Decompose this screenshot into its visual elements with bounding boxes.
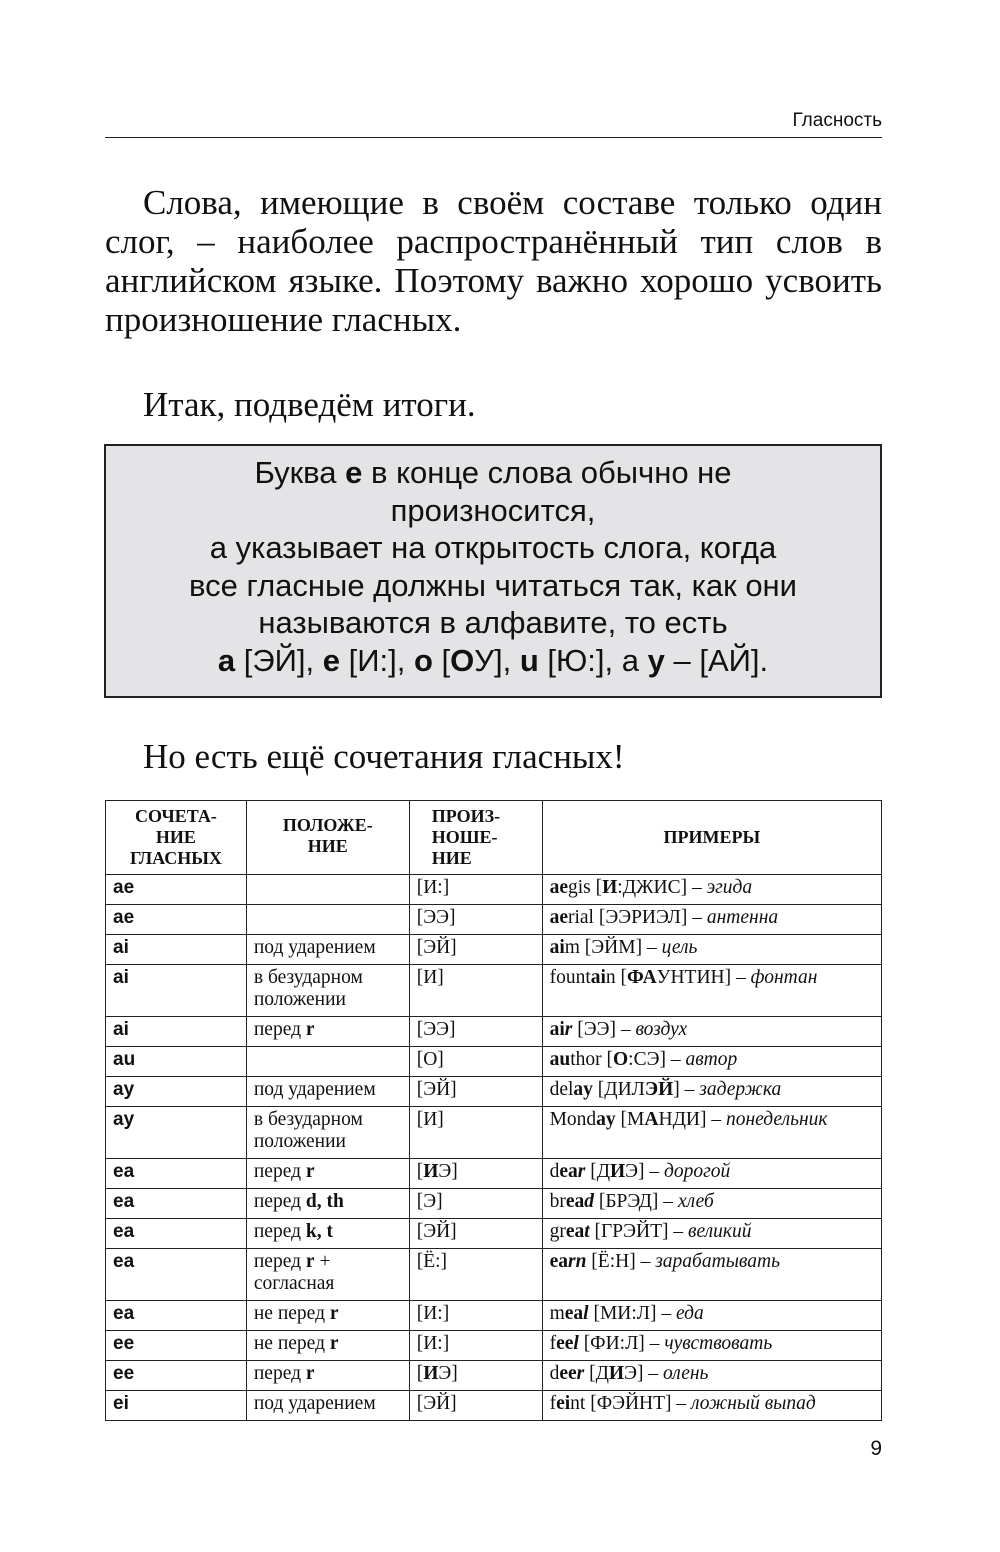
sound-o: У],: [474, 642, 520, 678]
example-transcription: [МИ:Л] –: [588, 1303, 677, 1324]
sound-u: [Ю:], а: [538, 642, 648, 678]
cell-example: [542, 1361, 881, 1391]
cell-position: [246, 1219, 409, 1249]
cell-combo: [106, 905, 247, 935]
cell-combo: [106, 1331, 247, 1361]
sound-o: [: [432, 642, 451, 678]
pronunciation-text: [ЭЙ]: [416, 937, 457, 958]
cell-example: [542, 965, 881, 1017]
table-row: [106, 1189, 882, 1219]
cell-example: [542, 1047, 881, 1077]
cell-combo: [106, 1391, 247, 1421]
cell-combo: [106, 1219, 247, 1249]
pronunciation-text: [ЭЭ]: [416, 1019, 456, 1040]
pronunciation-text: [: [416, 1363, 424, 1384]
cell-combo: [106, 1047, 247, 1077]
pronunciation-text: [ЭЙ]: [416, 1221, 457, 1242]
combo-text: ea: [113, 1303, 135, 1324]
cell-example: [542, 905, 881, 935]
sound-y: – [АЙ].: [664, 642, 769, 678]
cell-example: [542, 1189, 881, 1219]
example-transcription: УНТИН] –: [656, 967, 751, 988]
example-transcription: Э] –: [624, 1363, 663, 1384]
example-word-part: gr: [549, 1221, 566, 1242]
position-text: под ударением: [253, 1079, 376, 1100]
cell-combo: [106, 1107, 247, 1159]
example-transcription-stress: И: [602, 877, 618, 898]
cell-example: [542, 875, 881, 905]
header-line: НИЕ: [155, 827, 196, 847]
cell-position: [246, 1189, 409, 1219]
position-letter: r: [329, 1303, 339, 1324]
combo-text: ea: [113, 1221, 135, 1242]
pronunciation-text: [И]: [416, 967, 444, 988]
position-letter: r: [305, 1251, 315, 1272]
example-transcription: Э] –: [625, 1161, 665, 1182]
cell-example: [542, 1159, 881, 1189]
sound-a: [ЭЙ],: [235, 642, 323, 678]
position-letter: r: [305, 1161, 315, 1182]
example-word-part: rial: [567, 907, 594, 928]
cell-pronunciation: [409, 1017, 542, 1047]
cell-pronunciation: [409, 1331, 542, 1361]
cell-pronunciation: [409, 1159, 542, 1189]
pronunciation-text: [О]: [416, 1049, 444, 1070]
cell-position: [246, 1077, 409, 1107]
pronunciation-text: [Ё:]: [416, 1251, 448, 1272]
cell-position: [246, 965, 409, 1017]
cell-example: [542, 935, 881, 965]
pronunciation-text: [И]: [416, 1109, 444, 1130]
pronunciation-text: [Э]: [416, 1191, 443, 1212]
example-transcription: :СЭ] –: [628, 1049, 686, 1070]
cell-example: [542, 1391, 881, 1421]
example-transcription-stress: И: [608, 1363, 625, 1384]
sound-e: [И:],: [340, 642, 414, 678]
cell-position: [246, 1159, 409, 1189]
rule-line-2: произносится,: [390, 492, 596, 528]
cell-pronunciation: [409, 935, 542, 965]
position-text: + согласная: [253, 1251, 335, 1294]
combo-text: ae: [113, 877, 135, 898]
position-text: под ударением: [253, 937, 376, 958]
example-transcription: [ЭЭ] –: [572, 1019, 636, 1040]
cell-pronunciation: [409, 875, 542, 905]
table-row: [106, 935, 882, 965]
cell-example: [542, 1077, 881, 1107]
example-vowel-combo: ae: [549, 877, 568, 898]
cell-pronunciation: [409, 1107, 542, 1159]
example-translation: еда: [676, 1303, 704, 1324]
combo-text: ei: [113, 1393, 129, 1414]
pronunciation-text: Э]: [438, 1161, 458, 1182]
cell-example: [542, 1219, 881, 1249]
position-text: не перед: [253, 1333, 330, 1354]
vowel-combinations-table: [105, 800, 882, 1421]
example-consonant: d: [584, 1191, 594, 1212]
example-translation: антенна: [706, 907, 779, 928]
position-letter: d, th: [305, 1191, 344, 1212]
header-line: ПРОИЗ-: [431, 806, 501, 826]
letter-e: е: [322, 642, 341, 678]
example-word-part: m: [549, 1303, 565, 1324]
example-vowel-combo: ea: [565, 1191, 585, 1212]
header-combo: [106, 801, 247, 875]
position-text: перед: [253, 1221, 306, 1242]
combo-text: ea: [113, 1161, 135, 1182]
example-translation: фонтан: [750, 967, 818, 988]
rule-text: в конце слова обычно не: [362, 455, 732, 490]
example-word-part: fount: [549, 967, 591, 988]
pronunciation-text: [ЭЙ]: [416, 1079, 457, 1100]
position-letter: r: [329, 1333, 339, 1354]
header-line: ПОЛОЖЕ-: [282, 815, 373, 835]
example-translation: ложный выпад: [691, 1393, 816, 1414]
example-transcription: [: [601, 1049, 613, 1070]
cell-pronunciation: [409, 1077, 542, 1107]
page-number: 9: [870, 1437, 882, 1460]
table-row: [106, 1331, 882, 1361]
table-row: [106, 905, 882, 935]
cell-position: [246, 1107, 409, 1159]
letter-a: а: [217, 642, 236, 678]
example-transcription: [: [615, 967, 628, 988]
cell-pronunciation: [409, 1189, 542, 1219]
example-transcription: НДИ] –: [658, 1109, 726, 1130]
position-text: не перед: [253, 1303, 330, 1324]
rule-line-1: [106, 454, 880, 492]
combo-text: ee: [113, 1333, 135, 1354]
example-word-part: d: [549, 1161, 560, 1182]
header-line: НОШЕ-: [431, 827, 498, 847]
table-row: [106, 875, 882, 905]
combo-text: ai: [113, 1019, 129, 1040]
example-transcription-stress: И: [610, 1161, 626, 1182]
table-header-row: [106, 801, 882, 875]
position-letter: r: [305, 1363, 315, 1384]
cell-pronunciation: [409, 905, 542, 935]
example-vowel-combo: ai: [549, 937, 565, 958]
cell-combo: [106, 935, 247, 965]
example-translation: олень: [662, 1363, 709, 1384]
example-translation: задержка: [699, 1079, 782, 1100]
combo-text: ea: [113, 1191, 135, 1212]
example-word-part: del: [549, 1079, 574, 1100]
example-transcription: [: [590, 877, 603, 898]
cell-position: [246, 1361, 409, 1391]
position-text: под ударением: [253, 1393, 376, 1414]
example-consonant: rn: [567, 1251, 587, 1272]
example-word-part: f: [549, 1333, 557, 1354]
cell-pronunciation: [409, 1219, 542, 1249]
pronunciation-stress: И: [423, 1161, 439, 1182]
header-examples: ПРИМЕРЫ: [542, 801, 881, 875]
sound-o-stress: О: [450, 642, 475, 678]
example-vowel-combo: ea: [549, 1251, 568, 1272]
combo-text: ae: [113, 907, 135, 928]
combo-text: ay: [113, 1109, 135, 1130]
letter-o: о: [413, 642, 433, 678]
cell-position: [246, 1331, 409, 1361]
example-word-part: m: [564, 937, 580, 958]
example-transcription-stress: А: [644, 1109, 659, 1130]
pronunciation-text: [ЭЙ]: [416, 1393, 457, 1414]
example-translation: чувствовать: [664, 1333, 773, 1354]
example-vowel-combo: ay: [596, 1109, 616, 1130]
example-transcription: [ФЭЙНТ] –: [585, 1393, 692, 1414]
example-word-part: f: [549, 1393, 557, 1414]
letter-y: у: [647, 642, 665, 678]
example-word-part: gis: [567, 877, 591, 898]
cell-example: [542, 1249, 881, 1301]
cell-example: [542, 1301, 881, 1331]
header-position: [246, 801, 409, 875]
example-consonant: t: [584, 1221, 590, 1242]
pronunciation-text: [И:]: [416, 877, 450, 898]
pronunciation-text: [И:]: [416, 1333, 450, 1354]
example-word-part: Mond: [549, 1109, 597, 1130]
header-line: ГЛАСНЫХ: [129, 848, 222, 868]
letter-u: u: [519, 642, 539, 678]
header-line: НИЕ: [307, 836, 348, 856]
example-transcription: :ДЖИС] –: [617, 877, 707, 898]
example-vowel-combo: ai: [590, 967, 606, 988]
example-transcription: [ГРЭЙТ] –: [589, 1221, 689, 1242]
cell-combo: [106, 875, 247, 905]
position-text: перед: [253, 1019, 306, 1040]
pronunciation-text: [И:]: [416, 1303, 450, 1324]
example-transcription: [ЭЙМ] –: [579, 937, 662, 958]
example-vowel-combo: ea: [559, 1161, 578, 1182]
position-text: перед: [253, 1363, 306, 1384]
rule-box: [104, 444, 882, 698]
example-transcription: [Д: [584, 1363, 609, 1384]
header-rule: [105, 137, 882, 138]
rule-letter-e: е: [345, 455, 363, 490]
position-letter: r: [305, 1019, 315, 1040]
section-title: Гласность: [792, 110, 882, 131]
example-transcription: [БРЭД] –: [593, 1191, 678, 1212]
table-row: [106, 1107, 882, 1159]
table-row: [106, 1301, 882, 1331]
example-translation: зарабатывать: [655, 1251, 780, 1272]
cell-pronunciation: [409, 1249, 542, 1301]
example-vowel-combo: ea: [565, 1221, 585, 1242]
table-row: [106, 1391, 882, 1421]
example-transcription-stress: ЭЙ: [644, 1079, 674, 1100]
example-transcription: ] –: [673, 1079, 700, 1100]
cell-position: [246, 905, 409, 935]
example-translation: дорогой: [664, 1161, 731, 1182]
cell-pronunciation: [409, 1391, 542, 1421]
example-consonant: r: [576, 1363, 585, 1384]
header-line: НИЕ: [431, 848, 472, 868]
table-row: [106, 1159, 882, 1189]
example-consonant: l: [573, 1333, 579, 1354]
example-transcription: [ФИ:Л] –: [578, 1333, 665, 1354]
cell-combo: [106, 1077, 247, 1107]
pronunciation-text: [: [416, 1161, 424, 1182]
example-word-part: thor: [570, 1049, 602, 1070]
rule-line-4: все гласные должны читаться так, как они: [188, 567, 797, 603]
example-word-part: n: [605, 967, 616, 988]
cell-combo: [106, 1361, 247, 1391]
rule-line-5: называются в алфавите, то есть: [258, 605, 728, 640]
cell-pronunciation: [409, 1361, 542, 1391]
example-word-part: d: [549, 1363, 560, 1384]
header-pronunciation: [409, 801, 542, 875]
table-row: [106, 1017, 882, 1047]
example-vowel-combo: ee: [559, 1363, 577, 1384]
summary-line: Итак, подведём итоги.: [143, 385, 476, 424]
intro-paragraph: Слова, имеющие в своём составе только один слог, – наиболее распространённый тип слов в английском языке. Поэтому важно хорошо усвоить произношение гласных.: [105, 183, 882, 339]
example-consonant: r: [577, 1161, 586, 1182]
table-row: [106, 1077, 882, 1107]
combo-text: ee: [113, 1363, 135, 1384]
example-vowel-combo: ae: [549, 907, 568, 928]
example-transcription: [М: [615, 1109, 645, 1130]
example-vowel-combo: ea: [564, 1303, 584, 1324]
pronunciation-text: [ЭЭ]: [416, 907, 456, 928]
example-transcription: [Д: [585, 1161, 610, 1182]
table-row: [106, 1361, 882, 1391]
cell-position: [246, 1047, 409, 1077]
cell-combo: [106, 1249, 247, 1301]
example-translation: цель: [661, 937, 698, 958]
combo-text: ea: [113, 1251, 135, 1272]
cell-combo: [106, 1017, 247, 1047]
example-word-part: nt: [570, 1393, 586, 1414]
example-transcription-stress: ФА: [627, 967, 657, 988]
example-consonant: r: [564, 1019, 573, 1040]
pronunciation-stress: И: [423, 1363, 439, 1384]
example-vowel-combo: au: [549, 1049, 571, 1070]
example-transcription: [ЭЭРИЭЛ] –: [593, 907, 707, 928]
combo-text: au: [113, 1049, 136, 1070]
combo-text: ai: [113, 967, 129, 988]
cell-position: [246, 1301, 409, 1331]
position-text: в безударном положении: [253, 967, 363, 1010]
example-translation: понедельник: [725, 1109, 828, 1130]
pronunciation-text: Э]: [438, 1363, 458, 1384]
cell-position: [246, 875, 409, 905]
cell-position: [246, 1017, 409, 1047]
cell-combo: [106, 1189, 247, 1219]
example-translation: великий: [688, 1221, 752, 1242]
example-word-part: br: [549, 1191, 566, 1212]
cell-combo: [106, 965, 247, 1017]
cell-example: [542, 1331, 881, 1361]
cell-position: [246, 1249, 409, 1301]
example-translation: эгида: [706, 877, 753, 898]
example-vowel-combo: ai: [549, 1019, 565, 1040]
cell-pronunciation: [409, 965, 542, 1017]
table-row: [106, 965, 882, 1017]
combos-intro: Но есть ещё сочетания гласных!: [143, 737, 625, 776]
cell-pronunciation: [409, 1047, 542, 1077]
example-vowel-combo: ee: [556, 1333, 574, 1354]
example-transcription-stress: О: [612, 1049, 629, 1070]
example-translation: автор: [685, 1049, 738, 1070]
combo-text: ai: [113, 937, 129, 958]
example-translation: хлеб: [677, 1191, 714, 1212]
table-row: [106, 1219, 882, 1249]
cell-combo: [106, 1301, 247, 1331]
cell-position: [246, 1391, 409, 1421]
combo-text: ay: [113, 1079, 135, 1100]
position-text: в безударном положении: [253, 1109, 363, 1152]
example-vowel-combo: ay: [573, 1079, 593, 1100]
cell-position: [246, 935, 409, 965]
example-translation: воздух: [635, 1019, 688, 1040]
rule-line-3: а указывает на открытость слога, когда: [209, 530, 777, 565]
position-letter: k, t: [305, 1221, 334, 1242]
cell-pronunciation: [409, 1301, 542, 1331]
example-transcription: [ДИЛ: [592, 1079, 645, 1100]
rule-line-6: [106, 642, 880, 680]
position-text: перед: [253, 1191, 306, 1212]
header-line: СОЧЕТА-: [135, 806, 217, 826]
cell-combo: [106, 1159, 247, 1189]
cell-example: [542, 1107, 881, 1159]
rule-text: Буква: [254, 455, 346, 490]
position-text: перед: [253, 1161, 306, 1182]
position-text: перед: [253, 1251, 306, 1272]
example-vowel-combo: ei: [556, 1393, 571, 1414]
table-row: [106, 1047, 882, 1077]
table-row: [106, 1249, 882, 1301]
example-transcription: [Ё:Н] –: [586, 1251, 656, 1272]
example-consonant: l: [583, 1303, 589, 1324]
cell-example: [542, 1017, 881, 1047]
